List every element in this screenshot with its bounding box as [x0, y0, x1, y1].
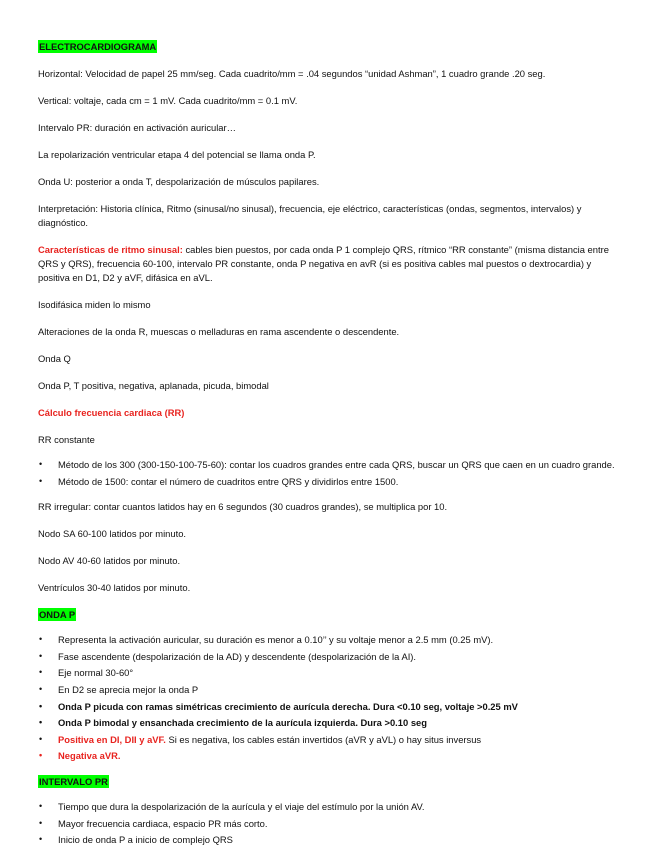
- bullet-icon: •: [39, 650, 43, 661]
- rr-methods-list: [38, 458, 623, 488]
- list-item: [38, 700, 623, 714]
- paragraph-nodo-av: Nodo AV 40-60 latidos por minuto.: [38, 555, 181, 567]
- list-item: [38, 833, 623, 847]
- list-item: [38, 633, 623, 647]
- bullet-icon: •: [39, 683, 43, 694]
- bullet-icon: •: [39, 717, 43, 728]
- bullet-icon: •: [39, 800, 43, 811]
- title-line: [38, 40, 623, 54]
- list-item-text: En D2 se aprecia mejor la onda P: [58, 683, 199, 695]
- bullet-icon: •: [39, 700, 43, 711]
- onda-p-heading-line: [38, 608, 623, 622]
- frecuencia-heading: Cálculo frecuencia cardiaca (RR): [38, 407, 185, 418]
- bullet-icon: •: [39, 733, 43, 744]
- list-item-red-text: Positiva en DI, DII y aVF.: [58, 733, 166, 745]
- paragraph-caracteristicas: [38, 243, 623, 285]
- intervalo-pr-list: [38, 800, 623, 847]
- list-item-text: Tiempo que dura la despolarización de la aurícula y el viaje del estímulo por la unión AV.: [58, 800, 425, 812]
- paragraph-repolarizacion: La repolarización ventricular etapa 4 del potencial se llama onda P.: [38, 149, 316, 160]
- paragraph-intervalo-pr: Intervalo PR: duración en activación auricular…: [38, 122, 237, 133]
- bullet-icon: •: [39, 817, 43, 828]
- list-item: [38, 650, 623, 664]
- paragraph-vertical: Vertical: voltaje, cada cm = 1 mV. Cada cuadrito/mm = 0.1 mV.: [38, 95, 298, 106]
- list-item: [38, 475, 623, 489]
- intervalo-pr-heading-line: [38, 775, 623, 789]
- bullet-icon: •: [39, 667, 43, 678]
- paragraph-isodifasica: Isodifásica miden lo mismo: [38, 299, 151, 310]
- onda-p-list: [38, 633, 623, 763]
- list-item-text: Si es negativa, los cables están invertidos (aVR y aVL) o hay situs inversus: [165, 733, 482, 745]
- list-item: [38, 683, 623, 697]
- list-item: [38, 458, 623, 472]
- bullet-icon: •: [39, 634, 43, 645]
- list-item-text: Mayor frecuencia cardiaca, espacio PR más corto.: [58, 817, 268, 829]
- list-item-text: Negativa aVR.: [58, 750, 121, 762]
- intervalo-pr-heading: INTERVALO PR: [39, 775, 108, 787]
- list-item-text: Método de 1500: contar el número de cuadritos entre QRS y dividirlos entre 1500.: [58, 475, 399, 487]
- bullet-icon: •: [39, 475, 43, 486]
- onda-p-heading: ONDA P: [39, 609, 76, 621]
- list-item-text: Método de los 300 (300-150-100-75-60): contar los cuadros grandes entre cada QRS, buscar un QRS que caen en un cuadro grande.: [58, 459, 615, 470]
- list-item-text: Fase ascendente (despolarización de la AD) y descendente (despolarización de la AI).: [58, 650, 417, 662]
- list-item-text: Onda P bimodal y ensanchada crecimiento de la aurícula izquierda. Dura >0.10 seg: [58, 717, 427, 729]
- list-item: [38, 800, 623, 814]
- bullet-icon: •: [39, 834, 43, 845]
- paragraph-rr-irregular: RR irregular: contar cuantos latidos hay en 6 segundos (30 cuadros grandes), se multiplica por 10.: [38, 501, 448, 513]
- paragraph-ventriculos: Ventrículos 30-40 latidos por minuto.: [38, 582, 191, 594]
- paragraph-alteraciones: Alteraciones de la onda R, muescas o melladuras en rama ascendente o descendente.: [38, 326, 400, 337]
- list-item: [38, 817, 623, 831]
- bullet-icon: •: [39, 750, 43, 761]
- list-item: [38, 666, 623, 680]
- paragraph-nodo-sa: Nodo SA 60-100 latidos por minuto.: [38, 528, 187, 540]
- list-item-text: Inicio de onda P a inicio de complejo QRS: [58, 834, 233, 846]
- paragraph-onda-u: Onda U: posterior a onda T, despolarización de músculos papilares.: [38, 176, 320, 187]
- list-item-text: Onda P picuda con ramas simétricas crecimiento de aurícula derecha. Dura <0.10 seg, voltaje >0.25 mV: [58, 700, 518, 712]
- paragraph-onda-q: Onda Q: [38, 353, 71, 364]
- list-item-text: Representa la activación auricular, su duración es menor a 0.10’’ y su voltaje menor a 2.5 mm (0.25 mV).: [58, 634, 494, 646]
- paragraph-interpretacion: Interpretación: Historia clínica, Ritmo (sinusal/no sinusal), frecuencia, eje eléctrico, características (ondas, segmentos, intervalos) y diagnóstico.: [38, 203, 582, 228]
- document-content: [38, 40, 623, 859]
- paragraph-rr-constante: RR constante: [38, 434, 95, 445]
- document-title: ELECTROCARDIOGRAMA: [39, 41, 157, 52]
- paragraph-horizontal: Horizontal: Velocidad de papel 25 mm/seg. Cada cuadrito/mm = .04 segundos “unidad Ashman”, 1 cuadro grande .20 seg.: [38, 68, 546, 79]
- caracteristicas-text: cables bien puestos, por cada onda P 1 complejo QRS, rítmico “RR constante” (misma distancia entre QRS y QRS), frecuencia 60-100, intervalo PR constante, onda P negativa en avR (si es positiva cables mal puestos o dextrocardia) y positiva en D1, D2 y aVF, difásica en aVL.: [38, 244, 609, 283]
- list-item: [38, 716, 623, 730]
- paragraph-onda-p-tipos: Onda P, T positiva, negativa, aplanada, picuda, bimodal: [38, 380, 269, 391]
- list-item: [38, 733, 623, 747]
- caracteristicas-label: Características de ritmo sinusal:: [38, 244, 183, 255]
- list-item: [38, 749, 623, 763]
- bullet-icon: •: [39, 459, 43, 469]
- list-item-text: Eje normal 30-60°: [58, 667, 134, 679]
